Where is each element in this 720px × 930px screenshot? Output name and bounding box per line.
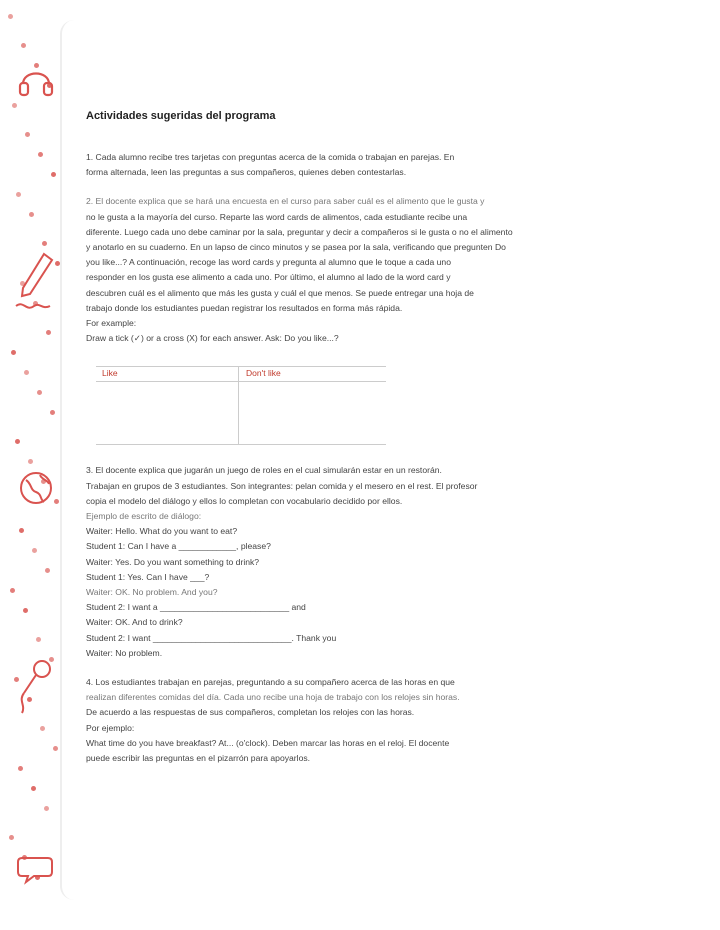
dialogue-line: Student 2: I want _____________________________. Thank you xyxy=(86,632,337,643)
text-line: no le gusta a la mayoría del curso. Reparte las word cards de alimentos, cada estudiante recibe una xyxy=(86,211,468,222)
text-line: Trabajan en grupos de 3 estudiantes. Son integrantes: pelan comida y el mesero en el rest. El profesor xyxy=(86,480,478,491)
table-header-row xyxy=(96,366,386,382)
margin-dot xyxy=(40,726,45,731)
text-line: responder en los gusta ese alimento a cada uno. Por último, el alumno al lado de la word card y xyxy=(86,272,451,283)
text-line: forma alternada, leen las preguntas a sus compañeros, quienes deben contestarlas. xyxy=(86,167,407,178)
margin-dot xyxy=(53,746,58,751)
text-line: y anotarlo en su cuaderno. En un lapso de cinco minutos y se pasea por la sala, verificando que pregunten Do xyxy=(86,242,506,253)
document-body xyxy=(86,110,646,766)
margin-dot xyxy=(10,588,15,593)
margin-dot xyxy=(25,132,30,137)
margin-dot xyxy=(42,241,47,246)
dialogue-line: Student 1: Can I have a ____________, please? xyxy=(86,541,271,552)
dialogue-line: Waiter: Hello. What do you want to eat? xyxy=(86,526,238,537)
margin-dot xyxy=(28,459,33,464)
margin-dot xyxy=(21,43,26,48)
text-line: puede escribir las preguntas en el pizarrón para apoyarlos. xyxy=(86,753,311,764)
table-header-dont-like: Don't like xyxy=(246,368,281,379)
margin-dot xyxy=(15,439,20,444)
margin-dot xyxy=(16,192,21,197)
activity-2 xyxy=(86,194,646,346)
margin-dot xyxy=(45,568,50,573)
margin-dot xyxy=(46,330,51,335)
instruction-line: Draw a tick (✓) or a cross (X) for each answer. Ask: Do you like...? xyxy=(86,333,339,344)
text-line: descubren cuál es el alimento que más les gusta y cuál el que menos. Se puede entregar una hoja de xyxy=(86,287,474,298)
dialogue-line: Student 1: Yes. Can I have ___? xyxy=(86,571,210,582)
table-column-divider xyxy=(238,366,239,444)
margin-dot xyxy=(23,608,28,613)
margin-dot xyxy=(32,548,37,553)
dialogue-line: Waiter: OK. And to drink? xyxy=(86,617,183,628)
activity-1 xyxy=(86,150,646,180)
text-line: De acuerdo a las respuestas de sus compañeros, completan los relojes con las horas. xyxy=(86,707,415,718)
microphone-icon xyxy=(14,655,58,715)
text-line: you like...? A continuación, recoge las word cards y pregunta al alumno que le toque a cada uno xyxy=(86,257,451,268)
text-line: Por ejemplo: xyxy=(86,722,135,733)
margin-dot xyxy=(8,14,13,19)
margin-dot xyxy=(38,152,43,157)
activity-4 xyxy=(86,675,646,766)
speech-bubble-icon xyxy=(14,846,58,890)
margin-dot xyxy=(19,528,24,533)
text-line: 3. El docente explica que jugarán un juego de roles en el cual simularán estar en un restorán. xyxy=(86,465,442,476)
headphones-icon xyxy=(14,58,58,102)
margin-dot xyxy=(9,835,14,840)
text-line: 1. Cada alumno recibe tres tarjetas con preguntas acerca de la comida o trabajan en parejas. En xyxy=(86,152,455,162)
text-line: 2. El docente explica que se hará una encuesta en el curso para saber cuál es el alimento que le gusta y xyxy=(86,196,485,207)
activity-3 xyxy=(86,463,646,661)
margin-dot xyxy=(50,410,55,415)
pencil-icon xyxy=(14,250,58,320)
page-title: Actividades sugeridas del programa xyxy=(86,110,276,122)
text-line: diferente. Luego cada uno debe caminar por la sala, preguntar y decir a compañeros si le gusta o no el alimento xyxy=(86,226,513,237)
margin-dot xyxy=(44,806,49,811)
margin-dot xyxy=(36,637,41,642)
text-line: trabajo donde los estudiantes puedan registrar los resultados en forma más rápida. xyxy=(86,302,403,313)
for-example-label: For example: xyxy=(86,318,137,329)
text-line: realizan diferentes comidas del día. Cada uno recibe una hoja de trabajo con los relojes sin horas. xyxy=(86,692,460,703)
margin-dot xyxy=(51,172,56,177)
margin-dot xyxy=(24,370,29,375)
margin-dot xyxy=(12,103,17,108)
text-line: What time do you have breakfast? At... (o'clock). Deben marcar las horas en el reloj. El docente xyxy=(86,737,450,748)
margin-binding-line xyxy=(60,20,82,900)
margin-dot xyxy=(11,350,16,355)
globe-icon xyxy=(14,466,58,510)
margin-dot xyxy=(29,212,34,217)
dialogue-line: Student 2: I want a ___________________________ and xyxy=(86,602,306,613)
text-line: 4. Los estudiantes trabajan en parejas, preguntando a su compañero acerca de las horas en que xyxy=(86,677,455,688)
table-header-like: Like xyxy=(102,368,118,379)
like-dislike-table xyxy=(96,366,386,445)
text-line: copia el modelo del diálogo y ellos lo completan con vocabulario decidido por ellos. xyxy=(86,495,403,506)
dialogue-line: Waiter: OK. No problem. And you? xyxy=(86,587,218,598)
text-line: Ejemplo de escrito de diálogo: xyxy=(86,511,202,522)
margin-dot xyxy=(37,390,42,395)
dialogue-line: Waiter: Yes. Do you want something to drink? xyxy=(86,556,260,567)
dialogue-line: Waiter: No problem. xyxy=(86,647,163,658)
margin-dot xyxy=(31,786,36,791)
margin-dot xyxy=(18,766,23,771)
